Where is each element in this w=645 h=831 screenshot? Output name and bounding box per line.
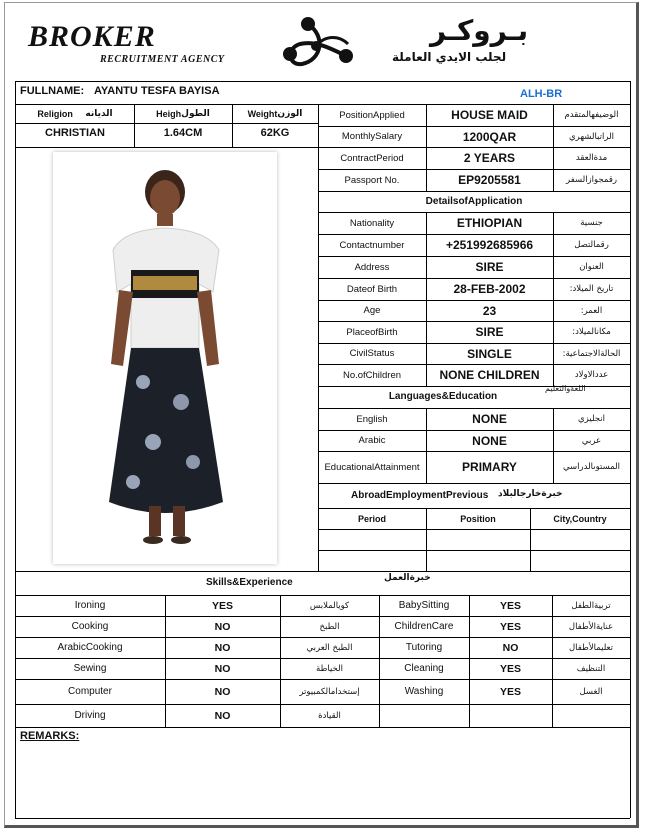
detail-label-ar-6: الحالةالاجتماعية: <box>562 348 621 359</box>
language-label-2: EducationalAttainment <box>324 461 420 473</box>
skill-right-value-3: YES <box>499 662 521 675</box>
abroad-header-period: Period <box>357 514 386 524</box>
skills-title: Skills&Experience <box>206 577 293 588</box>
skill-left-label-ar-5: القيادة <box>318 710 341 721</box>
detail-value-0: ETHIOPIAN <box>456 216 523 230</box>
religion-label: Religion <box>37 109 73 119</box>
detail-label-ar-0: جنسية <box>580 218 603 228</box>
grid-line-h <box>15 81 630 82</box>
detail-label-3: Dateof Birth <box>346 283 398 295</box>
job-label-ar-1: الراتبالشهري <box>569 131 614 142</box>
skill-left-label-ar-0: كويالملابس <box>309 600 350 611</box>
job-label-2: ContractPeriod <box>340 152 404 164</box>
job-value-2: 2 YEARS <box>463 151 516 165</box>
skill-right-label-ar-5 <box>552 704 630 727</box>
skill-left-value-3: NO <box>214 662 231 675</box>
detail-label-5: PlaceofBirth <box>346 326 398 338</box>
abroad-title-ar: خبرةخارجالبلاد <box>498 489 563 499</box>
skill-left-label-ar-4: إستخدامالكمبيوتر <box>299 686 360 697</box>
weight-header <box>232 107 318 121</box>
job-label-3: Passport No. <box>344 174 400 186</box>
brand-name-en: BROKER <box>28 20 156 53</box>
skill-left-label-2: ArabicCooking <box>57 642 123 653</box>
language-label-1: Arabic <box>358 435 386 446</box>
job-label-ar-0: الوضيفهالمتقدم <box>564 110 619 120</box>
skill-right-value-1: YES <box>499 620 521 633</box>
molecule-logo-icon <box>282 14 364 74</box>
detail-label-ar-3: تاريخ الميلاد: <box>569 284 614 294</box>
height-label: Heigh <box>156 109 182 119</box>
brand-subtitle-ar: لجلب الايدي العاملة <box>392 50 507 64</box>
job-label-1: MonthlySalary <box>341 131 403 142</box>
remarks-label: REMARKS: <box>20 730 80 742</box>
skill-left-label-ar-2: الطبخ العربي <box>306 642 353 653</box>
grid-line-v <box>630 81 631 818</box>
skill-left-value-4: NO <box>214 685 231 698</box>
languages-title: Languages&Education <box>388 390 498 402</box>
abroad-title: AbroadEmploymentPrevious <box>351 490 489 501</box>
applicant-figure-image <box>53 152 277 564</box>
skill-right-label-ar-0: تربيةالطفل <box>571 600 611 611</box>
detail-value-4: 23 <box>482 303 497 318</box>
job-value-0: HOUSE MAID <box>451 108 528 122</box>
skill-right-label-4: Washing <box>404 686 444 697</box>
detail-value-1: +251992685966 <box>445 238 534 252</box>
skill-left-label-ar-3: الخياطة <box>316 663 343 674</box>
detail-label-7: No.ofChildren <box>342 369 402 381</box>
language-label-0: English <box>356 413 388 425</box>
skill-right-label-ar-1: عنايةالأطفال <box>568 621 614 632</box>
language-label-ar-2: المستوىالدراسي <box>562 462 621 472</box>
grid-line-h <box>318 529 630 530</box>
language-label-ar-1: عربي <box>581 435 602 446</box>
skill-left-value-0: YES <box>211 599 233 612</box>
fullname-label: FULLNAME: <box>20 85 85 97</box>
detail-label-ar-4: العمر: <box>580 305 603 316</box>
detail-label-1: Contactnumber <box>339 239 405 251</box>
reference-code: ALH-BR <box>520 88 563 100</box>
job-label-0: PositionApplied <box>339 109 405 121</box>
abroad-header-position: Position <box>460 514 496 524</box>
grid-line-h <box>318 550 630 551</box>
applicant-photo <box>53 152 277 564</box>
skill-right-label-5 <box>379 704 469 727</box>
detail-label-0: Nationality <box>349 217 395 229</box>
skill-right-label-0: BabySitting <box>398 600 450 611</box>
grid-line-h <box>15 818 630 819</box>
grid-line-h <box>15 571 630 572</box>
brand-name-ar: بـروكـر <box>430 14 529 47</box>
skill-left-label-3: Sewing <box>73 663 107 674</box>
detail-value-3: 28-FEB-2002 <box>453 282 526 296</box>
brand-subtitle-en: RECRUITMENT AGENCY <box>100 54 225 65</box>
skill-left-label-4: Computer <box>68 686 112 697</box>
skill-left-value-5: NO <box>214 709 231 722</box>
skill-right-value-0: YES <box>499 599 521 612</box>
detail-label-6: CivilStatus <box>349 348 395 359</box>
skill-left-label-1: Cooking <box>71 621 109 632</box>
skill-right-label-2: Tutoring <box>405 642 443 653</box>
religion-header <box>16 107 134 121</box>
language-label-ar-0: انجليزي <box>578 414 605 424</box>
job-value-1: 1200QAR <box>462 129 517 144</box>
detail-value-6: SINGLE <box>467 346 512 361</box>
detail-label-ar-5: مكانالميلاد: <box>572 327 611 337</box>
skill-left-label-ar-1: الطبخ <box>319 621 340 632</box>
skills-title-ar: خبرةالعمل <box>384 573 431 583</box>
skill-right-label-ar-3: التنظيف <box>576 663 606 674</box>
job-value-3: EP9205581 <box>458 173 521 187</box>
skill-left-label-0: Ironing <box>74 600 106 611</box>
detail-label-ar-2: العنوان <box>579 262 604 272</box>
job-label-ar-2: مدةالعقد <box>575 153 608 163</box>
detail-label-2: Address <box>354 261 390 273</box>
grid-line-h <box>318 483 630 484</box>
skill-right-value-4: YES <box>499 685 521 698</box>
languages-title-ar: اللغةوالتعليم <box>545 384 586 393</box>
detail-label-4: Age <box>363 305 381 316</box>
height-value: 1.64CM <box>163 127 203 139</box>
detail-value-7: NONE CHILDREN <box>439 368 540 382</box>
skill-right-value-5 <box>469 704 552 727</box>
height-header <box>134 107 232 121</box>
details-title: DetailsofApplication <box>425 195 523 207</box>
weight-label: Weight <box>247 109 278 119</box>
skill-right-label-ar-4: الغسل <box>579 686 603 697</box>
religion-label-ar: الديانه <box>85 109 113 119</box>
weight-label-ar: الوزن <box>277 109 303 119</box>
skill-right-value-2: NO <box>502 641 519 654</box>
skill-left-value-2: NO <box>214 641 231 654</box>
religion-value: CHRISTIAN <box>45 127 105 139</box>
detail-label-ar-1: رقمالتصل <box>574 240 609 250</box>
skill-left-label-5: Driving <box>74 710 106 721</box>
job-label-ar-3: رقمجوازالسفر <box>566 175 617 185</box>
language-value-0: NONE <box>472 412 507 426</box>
height-label-ar: الطول <box>181 109 210 119</box>
detail-value-5: SIRE <box>475 325 504 339</box>
skill-right-label-3: Cleaning <box>404 663 444 674</box>
weight-value: 62KG <box>260 127 290 139</box>
skill-left-value-1: NO <box>214 620 231 633</box>
skill-right-label-ar-2: تعليمالأطفال <box>568 642 614 653</box>
detail-label-ar-7: عددالاولاد <box>574 370 609 380</box>
abroad-header-city: City,Country <box>553 514 607 524</box>
language-value-1: NONE <box>472 433 507 448</box>
skill-right-label-1: ChildrenCare <box>394 621 454 632</box>
language-value-2: PRIMARY <box>462 460 517 474</box>
grid-line-h <box>15 727 630 728</box>
detail-value-2: SIRE <box>475 260 504 274</box>
fullname-value: AYANTU TESFA BAYISA <box>94 85 220 97</box>
